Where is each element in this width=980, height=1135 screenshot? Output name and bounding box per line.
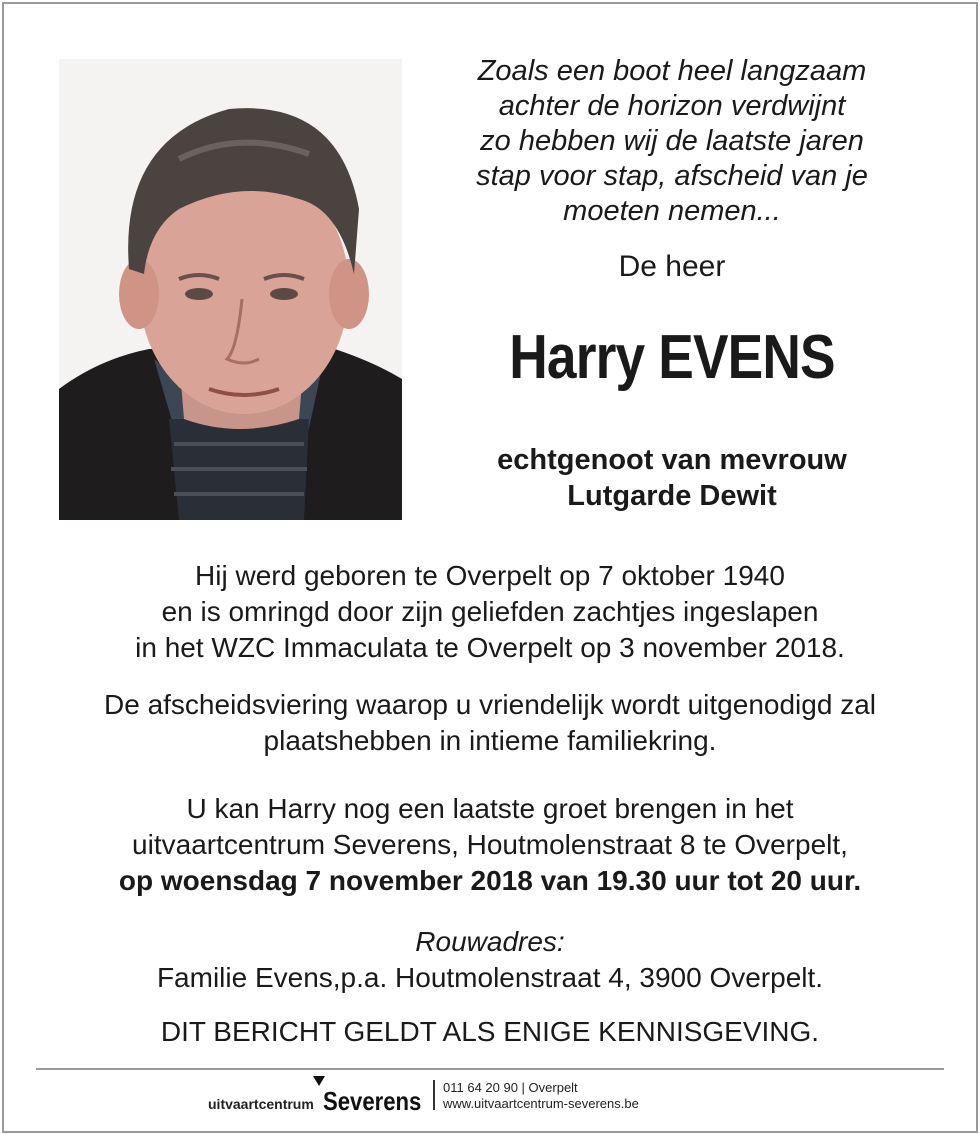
- text-line: U kan Harry nog een laatste groet brengen in het: [186, 793, 794, 824]
- birth-death-details: [40, 558, 940, 666]
- footer-website[interactable]: www.uitvaartcentrum-severens.be: [443, 1096, 639, 1111]
- logo-triangle-icon: [313, 1076, 325, 1086]
- text-line: plaatshebben in intieme familiekring.: [263, 725, 717, 756]
- deceased-name: Harry EVENS: [509, 323, 835, 392]
- spouse-line: echtgenoot van mevrouw: [497, 444, 847, 476]
- footer-contact: [443, 1080, 639, 1112]
- logo-small-text: uitvaartcentrum: [208, 1096, 314, 1112]
- mourning-address: [40, 924, 940, 996]
- notice-text: DIT BERICHT GELDT ALS ENIGE KENNISGEVING.: [160, 1016, 820, 1047]
- text-line: De afscheidsviering waarop u vriendelijk wordt uitgenodigd zal: [104, 689, 876, 720]
- spouse-name: Lutgarde Dewit: [567, 480, 777, 512]
- spouse-info: [430, 442, 914, 514]
- funeral-home-logo: [208, 1084, 428, 1114]
- text-line: Hij werd geboren te Overpelt op 7 oktober 1940: [195, 560, 785, 591]
- poem-line: moeten nemen...: [563, 195, 781, 227]
- text-line: uitvaartcentrum Severens, Houtmolenstraat 8 te Overpelt,: [132, 829, 848, 860]
- text-line: in het WZC Immaculata te Overpelt op 3 november 2018.: [135, 632, 845, 663]
- visitation-time: op woensdag 7 november 2018 van 19.30 uur tot 20 uur.: [118, 865, 862, 896]
- footer: [0, 1070, 980, 1130]
- title-prefix: De heer: [618, 250, 726, 283]
- footer-phone: 011 64 20 90 | Overpelt: [443, 1080, 578, 1095]
- portrait-photo: [59, 59, 402, 520]
- poem: [430, 54, 914, 229]
- logo-big-text: Severens: [323, 1086, 422, 1116]
- mourning-address-text: Familie Evens,p.a. Houtmolenstraat 4, 3900 Overpelt.: [156, 962, 824, 993]
- poem-line: achter de horizon verdwijnt: [498, 90, 846, 122]
- mourning-label: Rouwadres:: [415, 926, 565, 957]
- service-details: [40, 687, 940, 759]
- footer-separator: [433, 1080, 435, 1110]
- poem-line: Zoals een boot heel langzaam: [477, 55, 867, 87]
- visitation-details: [40, 791, 940, 899]
- poem-line: stap voor stap, afscheid van je: [476, 160, 868, 192]
- text-line: en is omringd door zijn geliefden zachtjes ingeslapen: [161, 596, 819, 627]
- poem-line: zo hebben wij de laatste jaren: [480, 125, 864, 157]
